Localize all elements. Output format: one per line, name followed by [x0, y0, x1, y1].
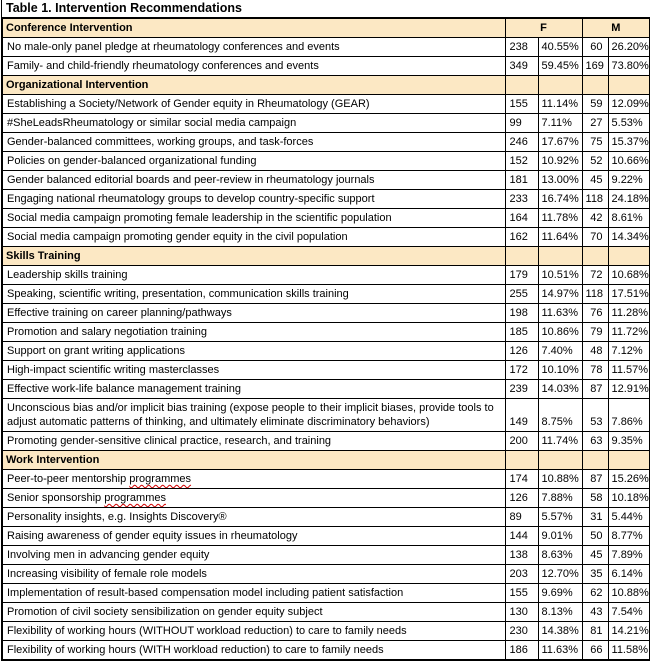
table-row — [2, 565, 650, 584]
m-pct-cell[interactable]: 11.58% — [608, 641, 650, 661]
m-pct-cell[interactable]: 10.66% — [608, 152, 650, 171]
f-pct-cell[interactable]: 11.64% — [538, 228, 582, 247]
intervention-label: Peer-to-peer mentorship — [7, 473, 130, 485]
intervention-cell[interactable] — [2, 603, 505, 622]
m-pct-cell[interactable]: 12.91% — [608, 380, 650, 399]
intervention-cell[interactable] — [2, 361, 505, 380]
m-count-cell[interactable]: 169 — [582, 57, 608, 76]
m-pct-cell[interactable]: 12.09% — [608, 95, 650, 114]
table-row — [2, 38, 650, 57]
misspelled-word: programmes — [104, 492, 166, 504]
m-count-cell[interactable] — [582, 451, 608, 470]
f-count-cell[interactable]: 130 — [505, 603, 538, 622]
f-count-cell[interactable]: 200 — [505, 432, 538, 451]
f-pct-cell[interactable]: 16.74% — [538, 190, 582, 209]
intervention-label: Raising awareness of gender equity issues in rheumatology — [7, 530, 298, 542]
m-count-cell[interactable]: 48 — [582, 342, 608, 361]
f-count-cell[interactable]: 174 — [505, 470, 538, 489]
m-count-cell[interactable]: 81 — [582, 622, 608, 641]
intervention-cell[interactable] — [2, 323, 505, 342]
intervention-cell[interactable] — [2, 38, 505, 57]
f-count-cell[interactable]: 179 — [505, 266, 538, 285]
intervention-cell[interactable] — [2, 190, 505, 209]
m-pct-cell[interactable] — [608, 451, 650, 470]
m-pct-cell[interactable]: 10.88% — [608, 584, 650, 603]
column-header-row — [2, 18, 650, 38]
f-count-cell[interactable]: 230 — [505, 622, 538, 641]
f-pct-cell[interactable]: 7.11% — [538, 114, 582, 133]
f-count-cell[interactable] — [505, 451, 538, 470]
f-count-cell[interactable]: 99 — [505, 114, 538, 133]
intervention-cell[interactable] — [2, 133, 505, 152]
f-pct-cell[interactable]: 8.13% — [538, 603, 582, 622]
f-count-cell[interactable] — [505, 76, 538, 95]
table-row — [2, 622, 650, 641]
f-pct-cell[interactable]: 13.00% — [538, 171, 582, 190]
f-pct-cell[interactable]: 7.40% — [538, 342, 582, 361]
intervention-cell[interactable] — [2, 95, 505, 114]
m-pct-cell[interactable]: 24.18% — [608, 190, 650, 209]
m-count-cell[interactable]: 45 — [582, 171, 608, 190]
table-row — [2, 489, 650, 508]
table-row — [2, 323, 650, 342]
m-pct-cell[interactable]: 11.72% — [608, 323, 650, 342]
section-title-cell[interactable]: Skills Training — [2, 247, 505, 266]
intervention-label: Personality insights, e.g. Insights Discovery® — [7, 511, 227, 523]
intervention-label: Social media campaign promoting gender equity in the civil population — [7, 231, 348, 243]
f-count-cell[interactable]: 155 — [505, 584, 538, 603]
f-count-cell[interactable]: 255 — [505, 285, 538, 304]
m-pct-cell[interactable]: 73.80% — [608, 57, 650, 76]
m-pct-cell[interactable]: 15.37% — [608, 133, 650, 152]
table-row — [2, 171, 650, 190]
m-count-cell[interactable]: 63 — [582, 432, 608, 451]
f-pct-cell[interactable]: 8.63% — [538, 546, 582, 565]
f-count-cell[interactable]: 164 — [505, 209, 538, 228]
m-pct-cell[interactable]: 17.51% — [608, 285, 650, 304]
intervention-cell[interactable] — [2, 171, 505, 190]
table-title: Table 1. Intervention Recommendations — [1, 0, 650, 17]
f-count-cell[interactable]: 172 — [505, 361, 538, 380]
section-title-cell[interactable]: Work Intervention — [2, 451, 505, 470]
f-count-cell[interactable]: 246 — [505, 133, 538, 152]
table-row — [2, 57, 650, 76]
section-header-row — [2, 451, 650, 470]
f-column-header[interactable]: F — [505, 18, 582, 38]
table-row — [2, 342, 650, 361]
intervention-cell[interactable] — [2, 304, 505, 323]
table-row — [2, 266, 650, 285]
m-count-cell[interactable]: 87 — [582, 380, 608, 399]
intervention-cell[interactable] — [2, 228, 505, 247]
m-count-cell[interactable]: 79 — [582, 323, 608, 342]
intervention-cell[interactable] — [2, 57, 505, 76]
table-row — [2, 399, 650, 432]
f-pct-cell[interactable]: 17.67% — [538, 133, 582, 152]
f-pct-cell[interactable]: 10.51% — [538, 266, 582, 285]
f-count-cell[interactable]: 198 — [505, 304, 538, 323]
m-count-cell[interactable]: 118 — [582, 190, 608, 209]
m-pct-cell[interactable]: 5.44% — [608, 508, 650, 527]
table-row — [2, 508, 650, 527]
f-count-cell[interactable]: 144 — [505, 527, 538, 546]
m-count-cell[interactable]: 43 — [582, 603, 608, 622]
m-pct-cell[interactable]: 14.21% — [608, 622, 650, 641]
m-pct-cell[interactable]: 11.28% — [608, 304, 650, 323]
table-row — [2, 432, 650, 451]
f-pct-cell[interactable]: 11.14% — [538, 95, 582, 114]
table-row — [2, 546, 650, 565]
f-count-cell[interactable]: 162 — [505, 228, 538, 247]
m-pct-cell[interactable]: 7.54% — [608, 603, 650, 622]
m-pct-cell[interactable]: 26.20% — [608, 38, 650, 57]
intervention-label: Increasing visibility of female role models — [7, 568, 207, 580]
f-pct-cell[interactable]: 59.45% — [538, 57, 582, 76]
f-pct-cell[interactable]: 7.88% — [538, 489, 582, 508]
intervention-label: Family- and child-friendly rheumatology conferences and events — [7, 60, 319, 72]
m-count-cell[interactable]: 58 — [582, 489, 608, 508]
m-pct-cell[interactable]: 9.35% — [608, 432, 650, 451]
intervention-cell[interactable] — [2, 622, 505, 641]
table-row — [2, 209, 650, 228]
m-count-cell[interactable]: 118 — [582, 285, 608, 304]
f-count-cell[interactable]: 203 — [505, 565, 538, 584]
table-row — [2, 95, 650, 114]
f-pct-cell[interactable]: 8.75% — [538, 399, 582, 432]
f-pct-cell[interactable]: 11.63% — [538, 304, 582, 323]
f-count-cell[interactable]: 138 — [505, 546, 538, 565]
intervention-label: Gender balanced editorial boards and peer-review in rheumatology journals — [7, 174, 375, 186]
m-count-cell[interactable]: 66 — [582, 641, 608, 661]
intervention-label: Promotion and salary negotiation training — [7, 326, 207, 338]
intervention-label: Promoting gender-sensitive clinical practice, research, and training — [7, 435, 332, 447]
m-pct-cell[interactable]: 15.26% — [608, 470, 650, 489]
m-pct-cell[interactable]: 8.77% — [608, 527, 650, 546]
f-count-cell[interactable]: 149 — [505, 399, 538, 432]
intervention-label: Gender-balanced committees, working groups, and task-forces — [7, 136, 314, 148]
intervention-cell[interactable] — [2, 342, 505, 361]
f-count-cell[interactable]: 185 — [505, 323, 538, 342]
intervention-label: Senior sponsorship — [7, 492, 105, 504]
table-row — [2, 228, 650, 247]
table-row — [2, 285, 650, 304]
intervention-label: Implementation of result-based compensation model including patient satisfaction — [7, 587, 404, 599]
m-count-cell[interactable]: 75 — [582, 133, 608, 152]
m-count-cell[interactable]: 35 — [582, 565, 608, 584]
m-pct-cell[interactable]: 5.53% — [608, 114, 650, 133]
table-row — [2, 361, 650, 380]
section-header-row — [2, 247, 650, 266]
m-pct-cell[interactable]: 10.68% — [608, 266, 650, 285]
section-title-cell[interactable]: Conference Intervention — [2, 18, 505, 38]
f-pct-cell[interactable]: 10.86% — [538, 323, 582, 342]
f-pct-cell[interactable]: 10.92% — [538, 152, 582, 171]
intervention-label: Engaging national rheumatology groups to develop country-specific support — [7, 193, 375, 205]
f-pct-cell[interactable]: 10.10% — [538, 361, 582, 380]
f-count-cell[interactable]: 238 — [505, 38, 538, 57]
intervention-label: Policies on gender-balanced organizational funding — [7, 155, 257, 167]
f-pct-cell[interactable]: 12.70% — [538, 565, 582, 584]
intervention-cell[interactable] — [2, 152, 505, 171]
table-row — [2, 380, 650, 399]
f-pct-cell[interactable]: 11.74% — [538, 432, 582, 451]
table-row — [2, 641, 650, 661]
m-count-cell[interactable]: 42 — [582, 209, 608, 228]
f-pct-cell[interactable]: 9.01% — [538, 527, 582, 546]
table-row — [2, 114, 650, 133]
table-row — [2, 190, 650, 209]
m-count-cell[interactable]: 70 — [582, 228, 608, 247]
intervention-cell[interactable] — [2, 380, 505, 399]
m-count-cell[interactable]: 31 — [582, 508, 608, 527]
intervention-label: High-impact scientific writing masterclasses — [7, 364, 220, 376]
f-count-cell[interactable]: 239 — [505, 380, 538, 399]
intervention-cell[interactable] — [2, 266, 505, 285]
f-count-cell[interactable]: 155 — [505, 95, 538, 114]
f-count-cell[interactable]: 89 — [505, 508, 538, 527]
intervention-cell[interactable] — [2, 546, 505, 565]
m-pct-cell[interactable]: 11.57% — [608, 361, 650, 380]
m-pct-cell[interactable]: 14.34% — [608, 228, 650, 247]
m-pct-cell[interactable] — [608, 247, 650, 266]
f-pct-cell[interactable]: 9.69% — [538, 584, 582, 603]
f-count-cell[interactable]: 349 — [505, 57, 538, 76]
intervention-label: Flexibility of working hours (WITHOUT workload reduction) to care to family needs — [7, 625, 407, 637]
m-count-cell[interactable]: 27 — [582, 114, 608, 133]
m-pct-cell[interactable]: 7.89% — [608, 546, 650, 565]
intervention-cell[interactable] — [2, 565, 505, 584]
intervention-table — [1, 17, 650, 661]
f-pct-cell[interactable] — [538, 451, 582, 470]
intervention-label: Support on grant writing applications — [7, 345, 185, 357]
table-row — [2, 304, 650, 323]
intervention-label: Effective training on career planning/pathways — [7, 307, 232, 319]
f-count-cell[interactable]: 181 — [505, 171, 538, 190]
misspelled-word: programmes — [129, 473, 192, 485]
m-count-cell[interactable] — [582, 247, 608, 266]
intervention-label: #SheLeadsRheumatology or similar social media campaign — [7, 117, 297, 129]
table-row — [2, 470, 650, 489]
intervention-cell[interactable] — [2, 641, 505, 661]
intervention-cell[interactable] — [2, 432, 505, 451]
m-pct-cell[interactable]: 8.61% — [608, 209, 650, 228]
m-count-cell[interactable]: 60 — [582, 38, 608, 57]
table-body — [2, 18, 650, 660]
f-pct-cell[interactable]: 10.88% — [538, 470, 582, 489]
intervention-cell[interactable] — [2, 114, 505, 133]
f-count-cell[interactable]: 126 — [505, 489, 538, 508]
f-pct-cell[interactable]: 14.03% — [538, 380, 582, 399]
table-row — [2, 152, 650, 171]
intervention-label: Promotion of civil society sensibilization on gender equity subject — [7, 606, 323, 618]
intervention-cell[interactable] — [2, 285, 505, 304]
m-pct-cell[interactable]: 6.14% — [608, 565, 650, 584]
m-count-cell[interactable]: 52 — [582, 152, 608, 171]
m-count-cell[interactable]: 50 — [582, 527, 608, 546]
section-title-cell[interactable]: Organizational Intervention — [2, 76, 505, 95]
table-row — [2, 584, 650, 603]
f-pct-cell[interactable]: 40.55% — [538, 38, 582, 57]
m-count-cell[interactable]: 76 — [582, 304, 608, 323]
f-pct-cell[interactable]: 14.38% — [538, 622, 582, 641]
intervention-cell[interactable] — [2, 584, 505, 603]
f-count-cell[interactable]: 233 — [505, 190, 538, 209]
intervention-label: No male-only panel pledge at rheumatology conferences and events — [7, 41, 340, 53]
intervention-cell[interactable] — [2, 470, 505, 489]
intervention-cell[interactable] — [2, 209, 505, 228]
m-count-cell[interactable]: 72 — [582, 266, 608, 285]
intervention-cell[interactable] — [2, 489, 505, 508]
intervention-label: Establishing a Society/Network of Gender equity in Rheumatology (GEAR) — [7, 98, 370, 110]
intervention-label: Leadership skills training — [7, 269, 128, 281]
f-pct-cell[interactable]: 11.78% — [538, 209, 582, 228]
m-pct-cell[interactable]: 9.22% — [608, 171, 650, 190]
intervention-cell[interactable] — [2, 527, 505, 546]
f-pct-cell[interactable] — [538, 76, 582, 95]
intervention-cell[interactable] — [2, 508, 505, 527]
m-count-cell[interactable] — [582, 76, 608, 95]
m-count-cell[interactable]: 53 — [582, 399, 608, 432]
m-count-cell[interactable]: 87 — [582, 470, 608, 489]
intervention-label: Social media campaign promoting female leadership in the scientific population — [7, 212, 392, 224]
m-count-cell[interactable]: 59 — [582, 95, 608, 114]
f-count-cell[interactable]: 186 — [505, 641, 538, 661]
intervention-label: Involving men in advancing gender equity — [7, 549, 210, 561]
m-count-cell[interactable]: 62 — [582, 584, 608, 603]
m-pct-cell[interactable]: 7.12% — [608, 342, 650, 361]
table-row — [2, 527, 650, 546]
intervention-label: Unconscious bias and/or implicit bias training (expose people to their implicit biases, provide tools to adjust automatic patterns of thinking, and ultimately eliminate discriminatory behaviors) — [7, 402, 494, 428]
m-pct-cell[interactable]: 10.18% — [608, 489, 650, 508]
m-count-cell[interactable]: 45 — [582, 546, 608, 565]
f-count-cell[interactable]: 126 — [505, 342, 538, 361]
table-row — [2, 133, 650, 152]
intervention-label: Flexibility of working hours (WITH workload reduction) to care to family needs — [7, 644, 384, 656]
section-header-row — [2, 76, 650, 95]
m-column-header[interactable]: M — [582, 18, 650, 38]
f-count-cell[interactable] — [505, 247, 538, 266]
f-count-cell[interactable]: 152 — [505, 152, 538, 171]
m-count-cell[interactable]: 78 — [582, 361, 608, 380]
f-pct-cell[interactable] — [538, 247, 582, 266]
intervention-label: Speaking, scientific writing, presentation, communication skills training — [7, 288, 349, 300]
m-pct-cell[interactable] — [608, 76, 650, 95]
f-pct-cell[interactable]: 11.63% — [538, 641, 582, 661]
f-pct-cell[interactable]: 5.57% — [538, 508, 582, 527]
table-row — [2, 603, 650, 622]
m-pct-cell[interactable]: 7.86% — [608, 399, 650, 432]
intervention-label: Effective work-life balance management training — [7, 383, 241, 395]
intervention-cell[interactable] — [2, 399, 505, 432]
f-pct-cell[interactable]: 14.97% — [538, 285, 582, 304]
